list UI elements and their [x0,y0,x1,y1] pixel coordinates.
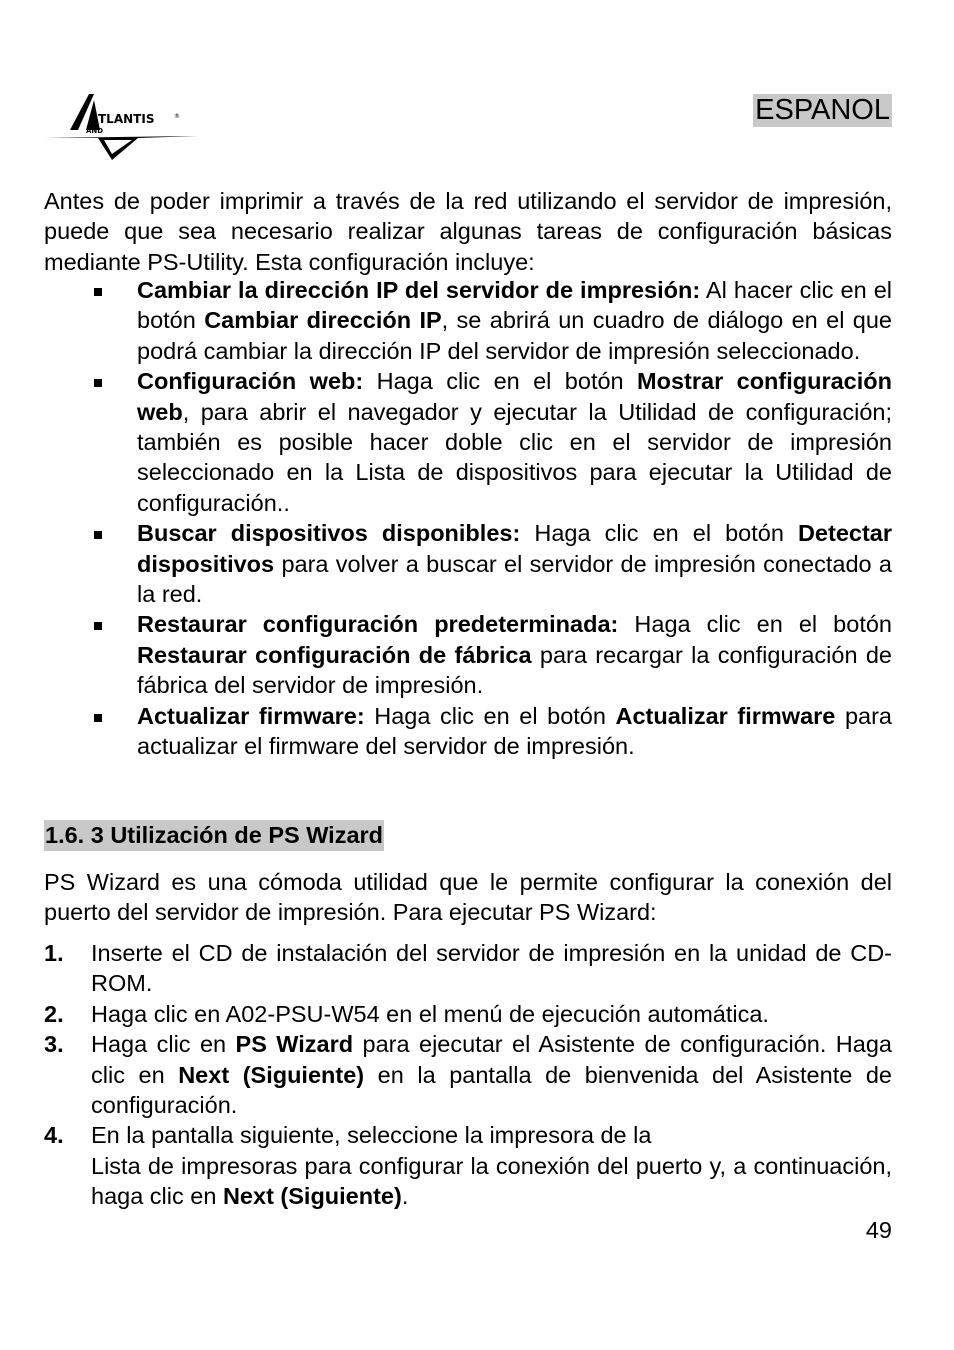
bold-text: Detectar dispositivos [137,520,892,577]
bold-text: Next (Siguiente) [222,1183,402,1210]
text-run: para actualizar el firmware del servidor de impresión. [137,702,892,760]
step-number: 1. [44,940,64,966]
square-bullet-icon [94,714,102,722]
text-run: para ejecutar el Asistente de configuración. Haga clic en [91,1031,892,1088]
bold-text: Actualizar firmware [615,702,836,729]
text-run: Haga clic en el botón [364,702,616,729]
feature-list [44,275,892,762]
step-text [91,938,892,999]
text-run: Inserte el CD de instalación del servidor de impresión en la unidad de CD-ROM. [91,940,892,997]
bold-text: Restaurar configuración de fábrica [137,641,532,668]
step-item [44,938,892,999]
bold-text: Buscar dispositivos disponibles: [137,520,521,547]
language-label: ESPANOL [755,94,890,126]
text-run: para recargar la configuración de fábrica del servidor de impresión. [137,641,892,699]
bullet-item [44,366,892,518]
step-number: 3. [44,1031,64,1058]
step-lead-line: En la pantalla siguiente, seleccione la impresora de la [91,1122,652,1149]
step-text [91,1151,892,1212]
text-run: para volver a buscar el servidor de impresión conectado a la red. [137,550,892,608]
text-run: Haga clic en [91,1031,236,1058]
step-number: 4. [44,1122,64,1149]
bold-text: Cambiar la dirección IP del servidor de impresión: [137,277,701,303]
page-number: 49 [865,1217,892,1243]
bold-text: Next (Siguiente) [178,1061,365,1088]
atlantis-logo [42,90,202,162]
text-run: en la pantalla de bienvenida del Asistente de configuración. [91,1061,892,1119]
step-text [91,1029,892,1120]
square-bullet-icon [94,379,102,387]
square-bullet-icon [94,622,102,630]
bold-text: Actualizar firmware: [137,702,365,729]
bullet-item [44,701,892,762]
bullet-item [44,275,892,366]
bold-text: Restaurar configuración predeterminada: [137,611,619,638]
text-run: Haga clic en A02-PSU-W54 en el menú de ejecución automática. [91,1000,769,1027]
section-heading: 1.6. 3 Utilización de PS Wizard [44,820,384,851]
text-run: Haga clic en el botón [363,368,638,395]
text-run: , para abrir el navegador y ejecutar la Utilidad de configuración; también es posible hacer doble clic en el servidor de impresión seleccionado en la Lista de dispositivos para ejecutar la Utilidad de configuración.. [137,398,892,516]
step-number: 2. [44,1000,64,1027]
svg-text:AND: AND [86,127,104,135]
text-run: Lista de impresoras para configurar la conexión del puerto y, a continuación, haga clic en [91,1152,892,1210]
step-text [91,999,892,1029]
steps-list [44,938,892,1212]
square-bullet-icon [94,288,102,296]
text-run: . [401,1183,409,1210]
text-run: Haga clic en el botón [618,611,892,638]
wizard-intro-paragraph: PS Wizard es una cómoda utilidad que le permite configurar la conexión del puerto del servidor de impresión. Para ejecutar PS Wizard: [44,869,892,926]
step-item [44,1120,892,1211]
bold-text: Mostrar configuración web [137,368,892,425]
bullet-item [44,518,892,609]
svg-text:®: ® [174,113,180,120]
intro-paragraph: Antes de poder imprimir a través de la red utilizando el servidor de impresión, puede que sea necesario realizar algunas tareas de configuración básicas mediante PS-Utility. Esta configuración incluye: [44,188,892,275]
bold-text: PS Wizard [235,1031,354,1058]
bullet-item [44,609,892,700]
svg-text:TLANTIS: TLANTIS [98,112,155,126]
bold-text: Cambiar dirección IP [204,307,442,334]
square-bullet-icon [94,531,102,539]
step-item [44,999,892,1029]
step-item [44,1029,892,1120]
text-run: Haga clic en el botón [520,520,798,547]
text-run: Al hacer clic en el botón [137,277,892,334]
bold-text: Configuración web: [137,368,364,395]
text-run: , se abrirá un cuadro de diálogo en el que podrá cambiar la dirección IP del servidor de impresión seleccionado. [137,307,892,364]
